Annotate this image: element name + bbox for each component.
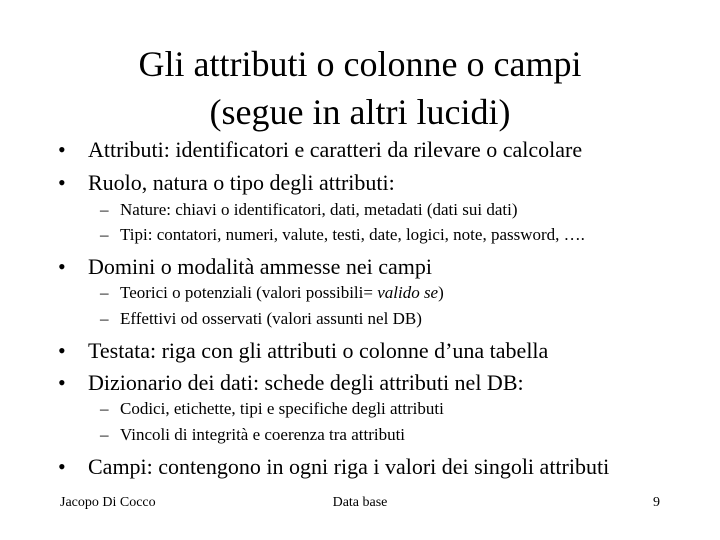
bullet-item: [58, 254, 432, 280]
title-line-1: Gli attributi o colonne o campi: [138, 44, 582, 84]
bullet-item: [58, 137, 582, 163]
bullet-text: Ruolo, natura o tipo degli attributi:: [88, 170, 395, 195]
bullet-icon: •: [58, 338, 66, 363]
bullet-text: Dizionario dei dati: schede degli attributi nel DB:: [88, 370, 524, 395]
sub-bullet-text: Vincoli di integrità e coerenza tra attributi: [120, 425, 406, 444]
bullet-item: [58, 338, 548, 364]
sub-bullet-item: [100, 309, 422, 329]
bullet-item: [58, 170, 395, 196]
sub-bullet-item: [100, 283, 444, 303]
dash-icon: –: [100, 309, 109, 328]
sub-bullet-text: Tipi: contatori, numeri, valute, testi, date, logici, note, password, ….: [120, 225, 585, 244]
bullet-text: Testata: riga con gli attributi o colonne d’una tabella: [88, 338, 549, 363]
bullet-icon: •: [58, 170, 66, 195]
sub-bullet-text: Codici, etichette, tipi e specifiche degli attributi: [120, 399, 444, 418]
sub-bullet-item: [100, 425, 405, 445]
sub-bullet-text: Effettivi od osservati (valori assunti nel DB): [120, 309, 422, 328]
bullet-icon: •: [58, 137, 66, 162]
dash-icon: –: [100, 399, 109, 418]
bullet-icon: •: [58, 254, 66, 279]
sub-bullet-text-start: Teorici o potenziali (valori possibili=: [120, 283, 378, 302]
bullet-icon: •: [58, 454, 66, 479]
bullet-text: Domini o modalità ammesse nei campi: [88, 254, 432, 279]
dash-icon: –: [100, 225, 109, 244]
footer-author: Jacopo Di Cocco: [60, 495, 156, 510]
bullet-icon: •: [58, 370, 66, 395]
sub-bullet-item: [100, 225, 585, 245]
footer-page-number: 9: [653, 495, 660, 510]
sub-bullet-text-italic: valido se: [377, 283, 439, 302]
title-line-2: (segue in altri lucidi): [209, 92, 511, 132]
bullet-text: Campi: contengono in ogni riga i valori dei singoli attributi: [88, 454, 610, 479]
bullet-item: [58, 370, 524, 396]
dash-icon: –: [100, 283, 109, 302]
sub-bullet-text-end: ): [438, 283, 444, 302]
sub-bullet-item: [100, 399, 444, 419]
footer-subject: Data base: [332, 495, 388, 510]
bullet-item: [58, 454, 609, 480]
bullet-text: Attributi: identificatori e caratteri da rilevare o calcolare: [88, 137, 583, 162]
dash-icon: –: [100, 425, 109, 444]
dash-icon: –: [100, 200, 109, 219]
sub-bullet-text: Nature: chiavi o identificatori, dati, metadati (dati sui dati): [120, 200, 518, 219]
sub-bullet-item: [100, 200, 517, 220]
